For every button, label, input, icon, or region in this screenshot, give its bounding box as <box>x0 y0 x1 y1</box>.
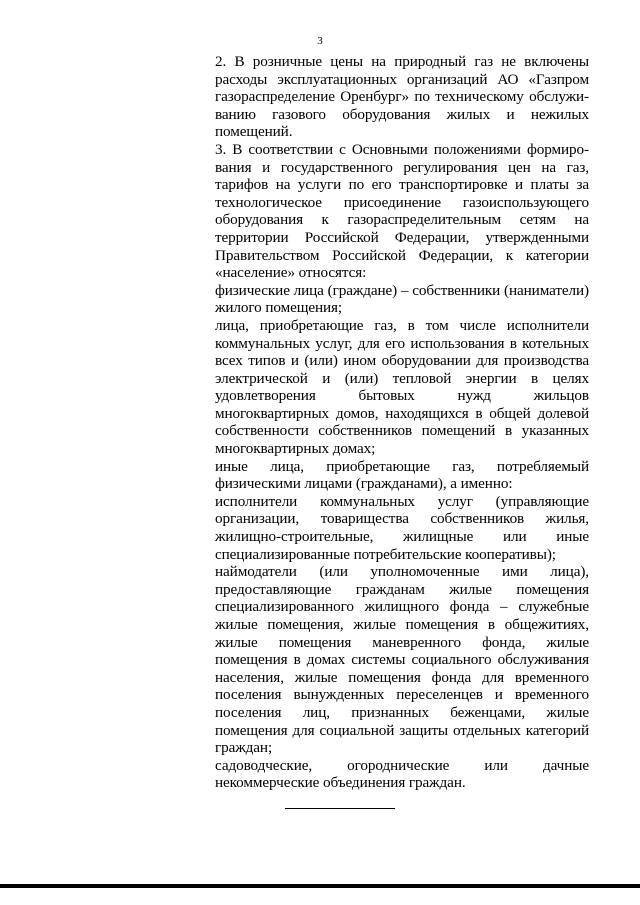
text-line: 2. В розничные цены на природный газ не включены <box>215 53 589 70</box>
paragraph-other-persons <box>215 458 589 493</box>
text-line: вания и государственного регулирования цен на газ, <box>215 158 589 176</box>
text-line: удовлетворения бытовых нужд жильцов <box>215 387 589 405</box>
text-line: специализированного жилищного фонда – служебные <box>215 598 589 616</box>
text-line: поселения вынужденных переселенцев и временного <box>215 686 589 704</box>
text-line: жилищно-строительные, жилищные или иные <box>215 528 589 546</box>
text-line: многоквартирных домов, находящихся в общей долевой <box>215 404 589 422</box>
paragraph-garden-associations <box>215 757 589 792</box>
text-line: организации, товарищества собственников жилья, <box>215 510 589 528</box>
scan-edge-line <box>0 884 640 888</box>
text-line: территории Российской Федерации, утвержденными <box>215 228 589 246</box>
text-line: некоммерческие объединения граждан. <box>215 774 466 792</box>
text-line: физические лица (граждане) – собственники (наниматели) <box>215 281 589 299</box>
document-body <box>215 53 589 792</box>
text-line: помещения для социальной защиты отдельных категорий <box>215 721 589 739</box>
text-line: Правительством Российской Федерации, к категории <box>215 246 589 264</box>
text-line: помещений. <box>215 123 293 141</box>
text-line: граждан; <box>215 739 273 757</box>
text-line: садоводческие, огороднические или дачные <box>215 756 589 774</box>
text-line: собственности собственников помещений в указанных <box>215 422 589 440</box>
text-line: жилого помещения; <box>215 299 343 317</box>
text-line: исполнители коммунальных услуг (управляющие <box>215 492 589 510</box>
text-line: расходы эксплуатационных организаций АО «Газпром <box>215 70 589 88</box>
text-line: тарифов на услуги по его транспортировке и платы за <box>215 176 589 194</box>
text-line: поселения лиц, признанных беженцами, жилые <box>215 703 589 721</box>
paragraph-item-3 <box>215 141 589 282</box>
text-line: физическими лицами (гражданами), а именно: <box>215 475 513 493</box>
text-line: электрической и (или) тепловой энергии в целях <box>215 369 589 387</box>
text-line: специализированные потребительские кооперативы); <box>215 545 556 563</box>
text-line: иные лица, приобретающие газ, потребляемый <box>215 457 589 475</box>
text-line: помещения в домах системы социального обслуживания <box>215 651 589 669</box>
text-line: оборудования к газораспределительным сетям на <box>215 211 589 229</box>
text-line: всех типов и (или) ином оборудовании для производства <box>215 352 589 370</box>
text-line: жилые помещения, жилые помещения в общежитиях, <box>215 616 589 633</box>
text-line: коммунальных услуг, для его использования в котельных <box>215 334 589 352</box>
text-line: многоквартирных домах; <box>215 440 376 458</box>
text-line: технологическое присоединение газоиспользующего <box>215 193 589 211</box>
paragraph-item-2 <box>215 53 589 141</box>
paragraph-individuals <box>215 282 589 317</box>
text-line: предоставляющие гражданам жилые помещения <box>215 580 589 598</box>
text-line: наймодатели (или уполномоченные ими лица), <box>215 563 589 581</box>
paragraph-gas-buyers <box>215 317 589 458</box>
footnote-separator <box>285 808 395 809</box>
paragraph-landlords <box>215 563 589 757</box>
text-line: газораспределение Оренбург» по техническому обслужи- <box>215 88 589 106</box>
text-line: «население» относятся: <box>215 264 367 282</box>
text-line: 3. В соответствии с Основными положениями формиро- <box>215 140 589 158</box>
text-line: лица, приобретающие газ, в том числе исполнители <box>215 316 589 334</box>
page-number: 3 <box>317 35 323 47</box>
text-line: ванию газового оборудования жилых и нежилых <box>215 105 589 123</box>
paragraph-utility-providers <box>215 493 589 563</box>
text-line: жилые помещения маневренного фонда, жилые <box>215 633 589 651</box>
text-line: населения, жилые помещения фонда для временного <box>215 668 589 686</box>
